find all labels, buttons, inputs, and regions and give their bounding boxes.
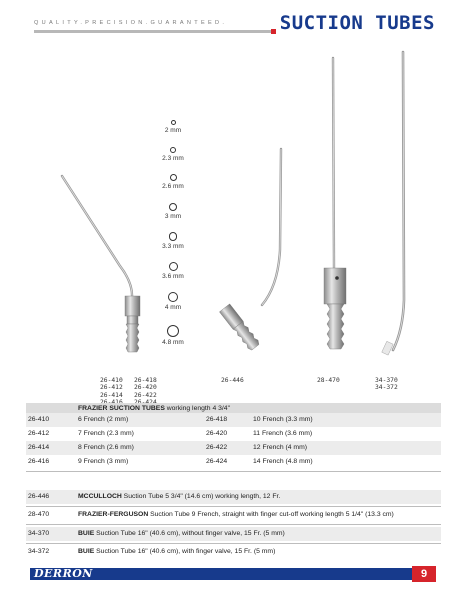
catalog-number: 26-416 — [28, 458, 50, 465]
size-ring-icon — [167, 325, 179, 337]
size-ring-icon — [170, 147, 176, 153]
product-description: 11 French (3.6 mm) — [253, 430, 313, 437]
product-description — [78, 511, 394, 518]
product-detail: Suction Tube 16" (40.6 cm), with finger valve, 15 Fr. (5 mm) — [94, 548, 276, 555]
spec-table-title — [78, 405, 230, 412]
product-detail: Suction Tube 16" (40.6 cm), without finger valve, 15 Fr. (5 mm) — [94, 530, 285, 537]
size-label: 3.3 mm — [162, 242, 184, 250]
table-row — [26, 545, 441, 559]
catalog-number: 34-372 — [28, 548, 50, 555]
product-detail: Suction Tube 5 3/4" (14.6 cm) working length, 12 Fr. — [121, 493, 281, 500]
size-ring-icon — [170, 174, 177, 181]
catalog-number: 26-410 — [28, 416, 50, 423]
product-name: BUIE — [78, 548, 95, 555]
catalog-number: 26-424 — [206, 458, 228, 465]
catalog-number: 28-470 — [28, 511, 50, 518]
catalog-label-mcculloch: 26-446 — [221, 377, 244, 384]
size-label: 2.6 mm — [162, 183, 184, 190]
table-divider — [26, 524, 441, 525]
size-label: 4 mm — [164, 304, 182, 311]
size-3.3mm — [150, 232, 196, 250]
size-2.6mm — [150, 174, 196, 190]
size-ring-icon — [171, 120, 176, 125]
page-title: SUCTION TUBES — [279, 12, 435, 34]
product-description: 12 French (4 mm) — [253, 444, 308, 451]
catalog-number: 26-446 — [28, 493, 50, 500]
product-description — [78, 548, 275, 555]
catalog-label-frazier-b: 26-418 26-420 26-422 — [134, 377, 157, 399]
table-row — [26, 413, 441, 427]
table-divider — [26, 543, 441, 544]
buie-suction-tube-image — [382, 52, 404, 355]
size-label: 2.3 mm — [162, 155, 184, 162]
frazier-ferguson-suction-tube-image — [324, 58, 346, 349]
product-description: 9 French (3 mm) — [78, 458, 129, 465]
table-row — [26, 455, 441, 469]
product-description — [78, 493, 280, 500]
catalog-number: 26-420 — [206, 430, 228, 437]
size-ring-icon — [169, 262, 178, 271]
frazier-suction-tube-image — [62, 176, 140, 352]
product-description: 7 French (2.3 mm) — [78, 430, 134, 437]
size-ring-icon — [169, 203, 177, 211]
table-row — [26, 490, 441, 504]
size-3mm — [150, 203, 196, 220]
size-ring-icon — [169, 232, 178, 241]
product-name: MCCULLOCH — [78, 493, 122, 500]
size-label: 3 mm — [164, 213, 182, 220]
size-label: 4.8 mm — [162, 339, 184, 346]
catalog-number: 26-414 — [28, 444, 50, 451]
table-row — [26, 508, 441, 522]
size-3.6mm — [150, 262, 196, 280]
catalog-label-frazier-ferguson: 28-470 — [317, 377, 340, 384]
size-label: 2 mm — [164, 127, 182, 134]
catalog-number: 34-370 — [28, 530, 50, 537]
table-divider — [26, 506, 441, 507]
table-row — [26, 527, 441, 541]
size-4mm — [150, 292, 196, 311]
size-ring-icon — [168, 292, 178, 302]
page-number: 9 — [412, 566, 436, 582]
size-2.3mm — [150, 147, 196, 162]
product-description — [78, 530, 285, 537]
catalog-number: 26-418 — [206, 416, 228, 423]
size-2mm — [150, 120, 196, 134]
catalog-number: 26-422 — [206, 444, 228, 451]
table-divider — [26, 471, 441, 472]
size-label: 3.6 mm — [162, 273, 184, 280]
table-row — [26, 441, 441, 455]
product-description: 6 French (2 mm) — [78, 416, 129, 423]
product-description: 8 French (2.6 mm) — [78, 444, 134, 451]
frazier-heading-detail: working length 4 3/4" — [164, 405, 230, 412]
table-row — [26, 427, 441, 441]
frazier-heading: FRAZIER SUCTION TUBES — [78, 405, 165, 412]
derron-logo: DERRON — [34, 567, 93, 580]
product-description: 10 French (3.3 mm) — [253, 416, 313, 423]
product-name: BUIE — [78, 530, 95, 537]
catalog-label-buie: 34-370 34-372 — [375, 377, 398, 392]
catalog-number: 26-412 — [28, 430, 50, 437]
catalog-label-frazier-a: 26-410 26-412 26-414 — [100, 377, 123, 399]
tagline: QUALITY.PRECISION.GUARANTEED. — [34, 20, 228, 26]
product-name: FRAZIER-FERGUSON — [78, 511, 149, 518]
size-4.8mm — [150, 325, 196, 346]
product-description: 14 French (4.8 mm) — [253, 458, 313, 465]
mcculloch-suction-tube-image — [219, 149, 281, 351]
product-detail: Suction Tube 9 French, straight with finger cut-off working length 5 1/4" (13.3 cm) — [148, 511, 394, 518]
